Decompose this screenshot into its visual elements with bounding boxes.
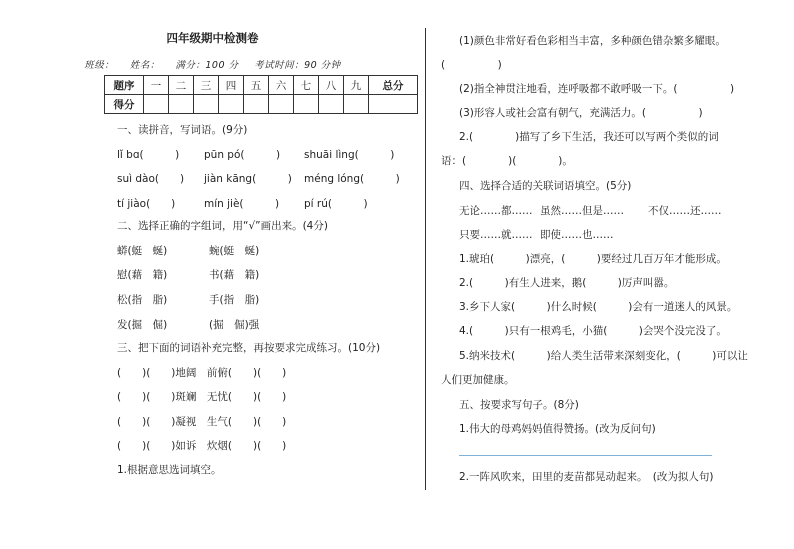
score-cell[interactable] (144, 95, 169, 114)
score-cell[interactable] (219, 95, 244, 114)
score-header-cell: 二 (169, 76, 194, 95)
column-divider (425, 28, 426, 490)
score-cell[interactable] (319, 95, 344, 114)
conjunction-option: 不仅……还…… (648, 205, 722, 217)
pinyin-item: jiàn kāng( ) (204, 173, 292, 185)
score-header-cell: 七 (294, 76, 319, 95)
score-row-label: 得分 (105, 95, 144, 114)
score-cell[interactable] (244, 95, 269, 114)
right-text-line: (2)指全神贯注地看，连呼吸都不敢呼吸一下。( ) (459, 83, 735, 95)
char-choice-item: 蜿(蜓 蜒) (209, 245, 260, 257)
pinyin-item: lǐ bɑ( ) (117, 149, 180, 161)
conjunction-option: 虽然……但是…… (540, 205, 624, 217)
pinyin-item: pūn pó( ) (204, 149, 281, 161)
section5-question1: 1.伟大的母鸡妈妈值得赞扬。(改为反问句) (459, 423, 656, 435)
char-choice-item: 蟒(蜓 蜒) (117, 245, 168, 257)
score-header-cell: 三 (194, 76, 219, 95)
pinyin-item: shuāi lìng( ) (304, 149, 395, 161)
word-completion-row: ( )( )斑斓 无忧( )( ) (117, 391, 287, 403)
conjunction-option: 即使……也…… (540, 229, 614, 241)
answer-line[interactable] (459, 455, 712, 456)
full-score-label: 满分：100 分 (175, 60, 239, 71)
section4-question: 人们更加健康。 (441, 374, 515, 386)
right-text-line: 语：( )( )。 (441, 155, 573, 167)
char-choice-item: 手(指 脂) (209, 294, 260, 306)
right-text-line: ( ) (441, 59, 502, 71)
time-label: 考试时间：90 分钟 (254, 60, 341, 71)
section5-question2: 2.一阵风吹来，田里的麦苗都晃动起来。 (改为拟人句) (459, 471, 714, 483)
char-choice-item: (掘 倔)强 (209, 319, 260, 331)
conjunction-option: 无论……都…… (459, 205, 533, 217)
score-header-cell: 五 (244, 76, 269, 95)
section4-question: 1.琥珀( )漂亮，( )要经过几百万年才能形成。 (459, 253, 727, 265)
pinyin-item: tí jiào( ) (117, 198, 176, 210)
char-choice-item: 发(掘 倔) (117, 319, 168, 331)
score-table-score-row (105, 95, 418, 114)
pinyin-item: mín jiè( ) (204, 198, 280, 210)
score-header-cell: 总分 (369, 76, 418, 95)
exam-title: 四年级期中检测卷 (166, 31, 259, 45)
section4-question: 5.纳米技术( )给人类生活带来深刻变化，( )可以让 (459, 350, 748, 362)
pinyin-item: méng lóng( ) (304, 173, 400, 185)
section4-heading: 四、选择合适的关联词语填空。(5分) (459, 180, 632, 192)
name-label: 姓名： (129, 60, 160, 71)
section5-heading: 五、按要求写句子。(8分) (459, 399, 579, 411)
section1-heading: 一、读拼音，写词语。(9分) (117, 124, 248, 136)
score-cell[interactable] (269, 95, 294, 114)
score-header-cell: 四 (219, 76, 244, 95)
score-table (104, 75, 418, 114)
word-completion-row: ( )( )凝视 生气( )( ) (117, 416, 287, 428)
char-choice-item: 书(藉 籍) (209, 269, 260, 281)
score-cell[interactable] (169, 95, 194, 114)
right-text-line: (3)形容人或社会富有朝气，充满活力。( ) (459, 107, 703, 119)
section4-question: 2.( )有生人进来，鹅( )厉声叫嚣。 (459, 277, 675, 289)
section3-question1: 1.根据意思选词填空。 (117, 464, 222, 476)
score-header-cell: 八 (319, 76, 344, 95)
word-completion-row: ( )( )地阔 前俯( )( ) (117, 367, 287, 379)
score-cell[interactable] (194, 95, 219, 114)
char-choice-item: 松(指 脂) (117, 294, 168, 306)
score-cell[interactable] (344, 95, 369, 114)
pinyin-item: pí rú( ) (304, 198, 368, 210)
class-label: 班级： (84, 60, 115, 71)
score-header-cell: 九 (344, 76, 369, 95)
pinyin-item: suì dào( ) (117, 173, 185, 185)
score-header-cell: 一 (144, 76, 169, 95)
word-completion-row: ( )( )如诉 炊烟( )( ) (117, 440, 287, 452)
score-header-cell: 题序 (105, 76, 144, 95)
section3-heading: 三、把下面的词语补充完整，再按要求完成练习。(10分) (117, 342, 381, 354)
section4-question: 3.乡下人家( )什么时候( )会有一道迷人的风景。 (459, 301, 738, 313)
score-cell[interactable] (369, 95, 418, 114)
right-text-line: (1)颜色非常好看色彩相当丰富，多种颜色错杂繁多耀眼。 (459, 35, 726, 47)
char-choice-item: 慰(藉 籍) (117, 269, 168, 281)
section2-heading: 二、选择正确的字组词，用“√”画出来。(4分) (117, 220, 328, 232)
score-table-header-row (105, 76, 418, 95)
score-cell[interactable] (294, 95, 319, 114)
score-header-cell: 六 (269, 76, 294, 95)
section4-question: 4.( )只有一根鸡毛，小猫( )会哭个没完没了。 (459, 325, 727, 337)
right-text-line: 2.( )描写了乡下生活，我还可以写两个类似的词 (459, 131, 719, 143)
conjunction-option: 只要……就…… (459, 229, 533, 241)
exam-info-line (0, 57, 425, 71)
